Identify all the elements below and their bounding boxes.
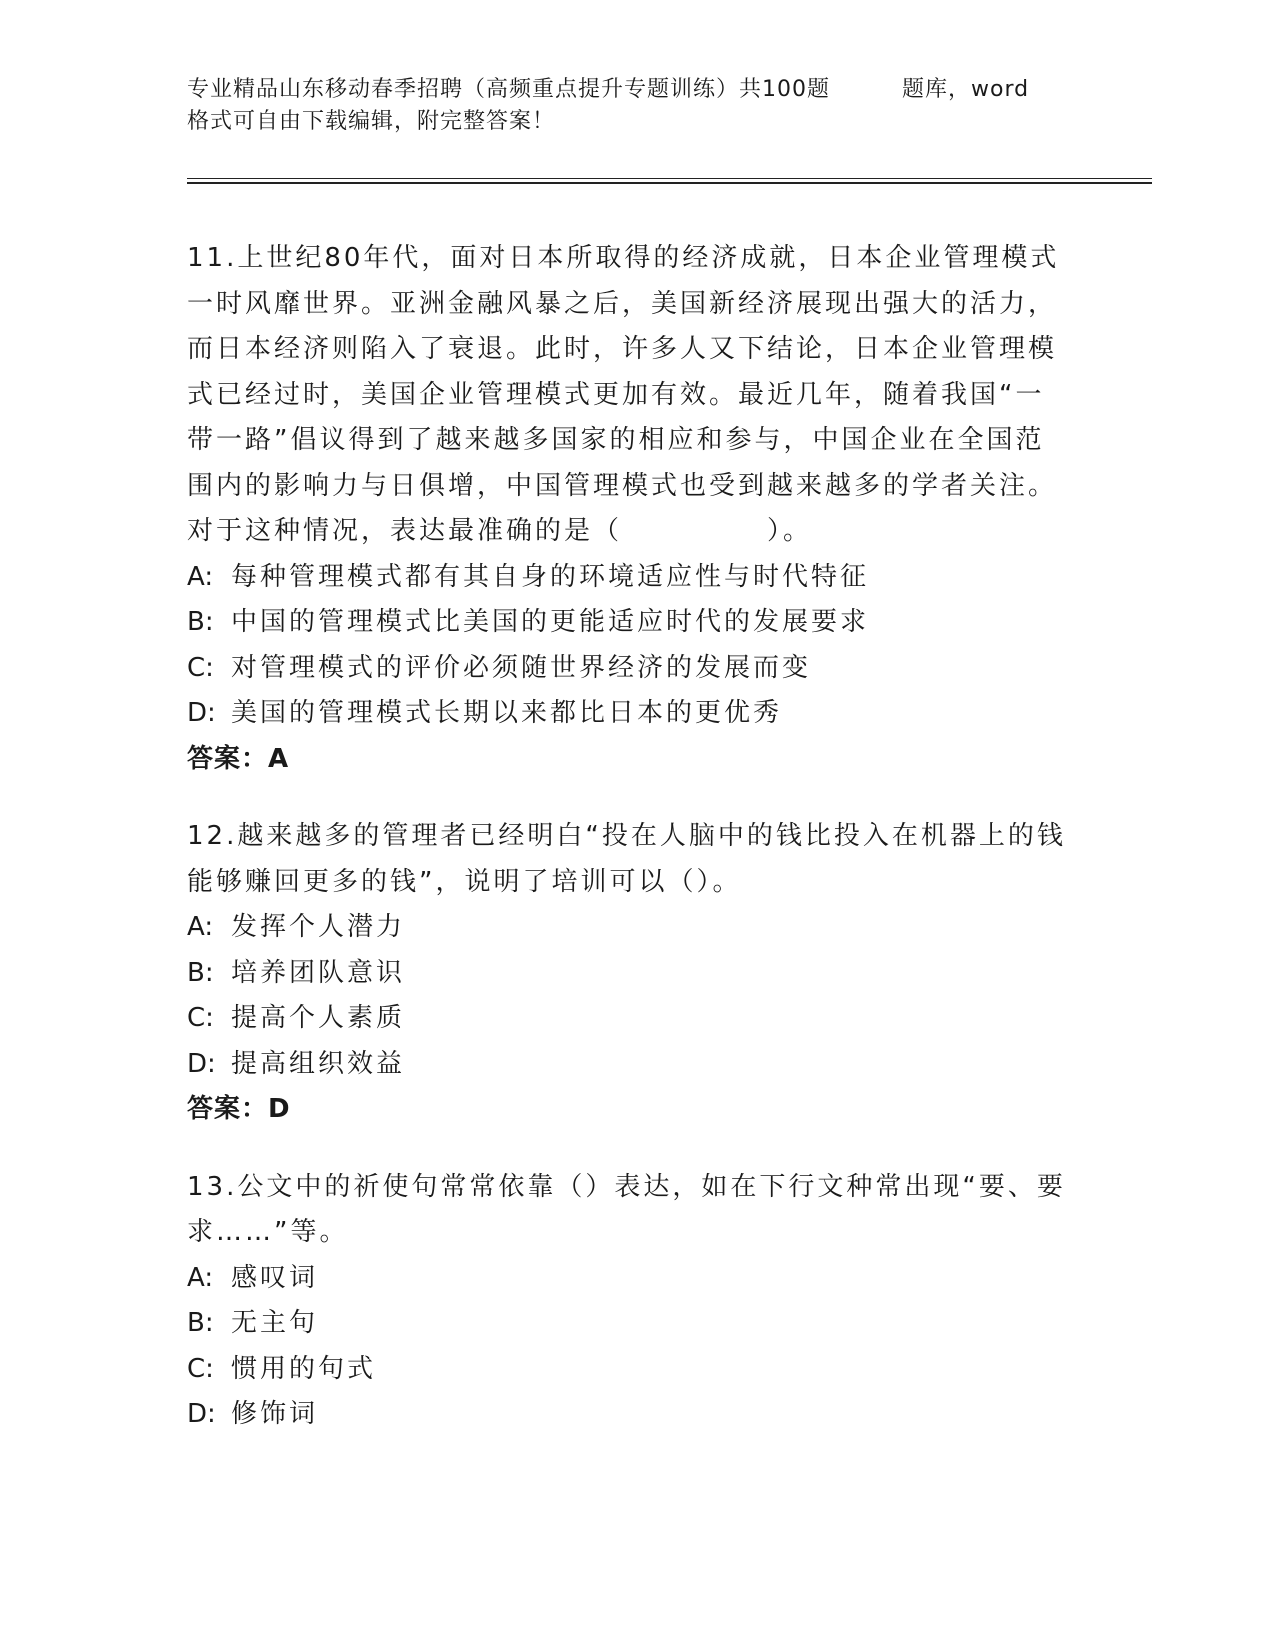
option-text: 中国的管理模式比美国的更能适应时代的发展要求 [231, 607, 870, 637]
option-text: 提高个人素质 [231, 1003, 406, 1033]
option-a [187, 1256, 1067, 1302]
option-text: 培养团队意识 [231, 957, 406, 988]
answer-line: 答案：D [187, 1094, 291, 1124]
option-d [187, 1392, 1067, 1438]
option-text: 发挥个人潜力 [231, 912, 406, 942]
option-key: A: [187, 561, 214, 592]
option-text: 感叹词 [231, 1262, 319, 1293]
option-b [187, 1301, 1067, 1347]
question-12 [187, 814, 1067, 1133]
option-a [187, 905, 1067, 951]
question-stem: 12.越来越多的管理者已经明白“投在人脑中的钱比投入在机器上的钱能够赚回更多的钱”，说明了培训可以（）。 [187, 821, 1066, 897]
header-line-2: 格式可自由下载编辑，附完整答案！ [187, 109, 556, 134]
option-d [187, 691, 1067, 737]
question-11 [187, 236, 1067, 782]
option-key: D: [187, 1048, 216, 1079]
option-c [187, 996, 1067, 1042]
option-key: D: [187, 1399, 216, 1429]
option-text: 无主句 [231, 1308, 319, 1338]
option-key: A: [187, 912, 214, 942]
option-b [187, 600, 1067, 646]
option-text: 惯用的句式 [231, 1353, 377, 1384]
option-key: C: [187, 1003, 214, 1033]
option-d [187, 1042, 1067, 1088]
question-stem: 13.公文中的祈使句常常依靠（）表达，如在下行文种常出现“要、要求……”等。 [187, 1171, 1066, 1247]
option-a [187, 555, 1067, 601]
option-text: 提高组织效益 [231, 1048, 406, 1079]
option-key: C: [187, 652, 214, 683]
option-key: C: [187, 1353, 214, 1384]
header-divider-thick [187, 182, 1152, 184]
option-b [187, 951, 1067, 997]
page-header [187, 74, 1087, 138]
option-key: B: [187, 607, 214, 637]
question-list [187, 236, 1067, 1470]
header-title-suffix: 题库，word [902, 77, 1030, 102]
option-text: 美国的管理模式长期以来都比日本的更优秀 [231, 698, 783, 728]
question-stem: 11.上世纪80年代，面对日本所取得的经济成就，日本企业管理模式一时风靡世界。亚洲金融风暴之后，美国新经济展现出强大的活力，而日本经济则陷入了衰退。此时，许多人又下结论，日本企业管理模式已经过时，美国企业管理模式更加有效。最近几年，随着我国“一带一路”倡议得到了越来越多国家的相应和参与，中国企业在全国范围内的影响力与日俱增，中国管理模式也受到越来越多的学者关注。对于这种情况，表达最准确的是（ ）。 [187, 243, 1060, 546]
option-text: 修饰词 [231, 1399, 319, 1429]
header-divider-thin [187, 178, 1152, 179]
option-key: B: [187, 957, 214, 988]
option-key: D: [187, 698, 216, 728]
option-c [187, 1347, 1067, 1393]
question-13 [187, 1165, 1067, 1438]
header-line-1 [187, 74, 1087, 106]
header-title: 专业精品山东移动春季招聘（高频重点提升专题训练）共100题 [187, 77, 830, 102]
answer-line: 答案：A [187, 743, 290, 774]
option-key: A: [187, 1262, 214, 1293]
option-text: 每种管理模式都有其自身的环境适应性与时代特征 [231, 561, 870, 592]
option-text: 对管理模式的评价必须随世界经济的发展而变 [231, 652, 812, 683]
option-c [187, 646, 1067, 692]
option-key: B: [187, 1308, 214, 1338]
